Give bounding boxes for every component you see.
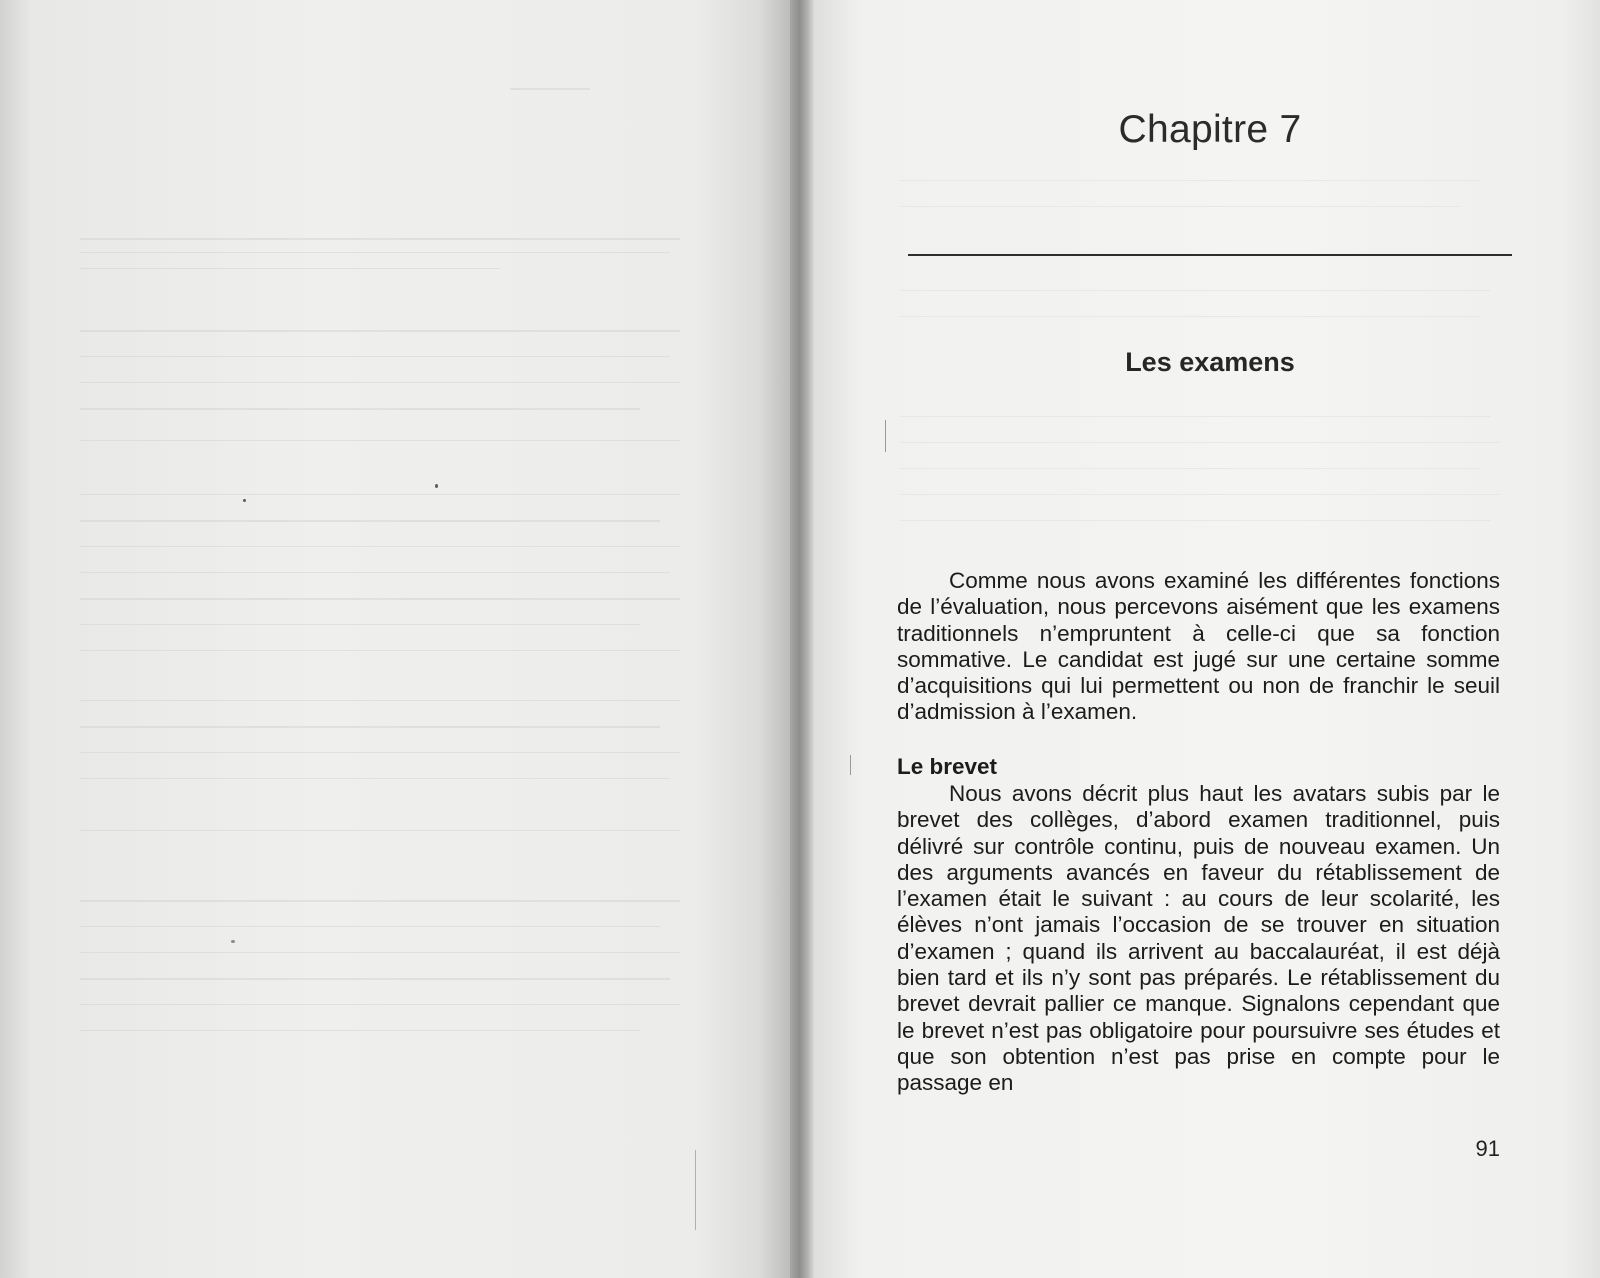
page-mark [695,1150,696,1230]
ink-speck [435,484,438,488]
page-mark [850,755,851,775]
ink-speck [243,499,246,502]
section-title: Les examens [1125,347,1295,377]
book-gutter [790,0,814,1278]
subheading-brevet: Le brevet [897,754,998,779]
paragraph-brevet: Nous avons décrit plus haut les avatars subis par le brevet des collèges, d’abord examen traditionnel, puis délivré sur contrôle continu, puis de nouveau examen. Un des arguments avancés en faveur du rétablissement de l’examen était le suivant : au cours de leur scolarité, les élèves n’ont jamais l’occasion de se trouver en situation d’examen ; quand ils arrivent au baccalauréat, il est déjà bien tard et ils n’y sont pas préparés. Le rétablissement du brevet devrait pallier ce manque. Signalons cependant que le brevet n’est pas obligatoire pour poursuivre ses études et que son obtention n’est pas prise en compte pour le passage en [897,781,1500,1096]
page-mark [885,420,886,452]
chapter-rule [908,254,1512,256]
left-page-blank [0,0,790,1278]
page-number: 91 [1475,1136,1500,1161]
chapter-title: Chapitre 7 [1118,108,1302,151]
ink-speck [231,940,235,943]
paragraph-intro: Comme nous avons examiné les différentes fonctions de l’évaluation, nous percevons aisément que les examens traditionnels n’empruntent à celle-ci que sa fonction sommative. Le candidat est jugé sur une certaine somme d’acquisitions qui lui permettent ou non de franchir le seuil d’admission à l’examen. [897,568,1500,725]
